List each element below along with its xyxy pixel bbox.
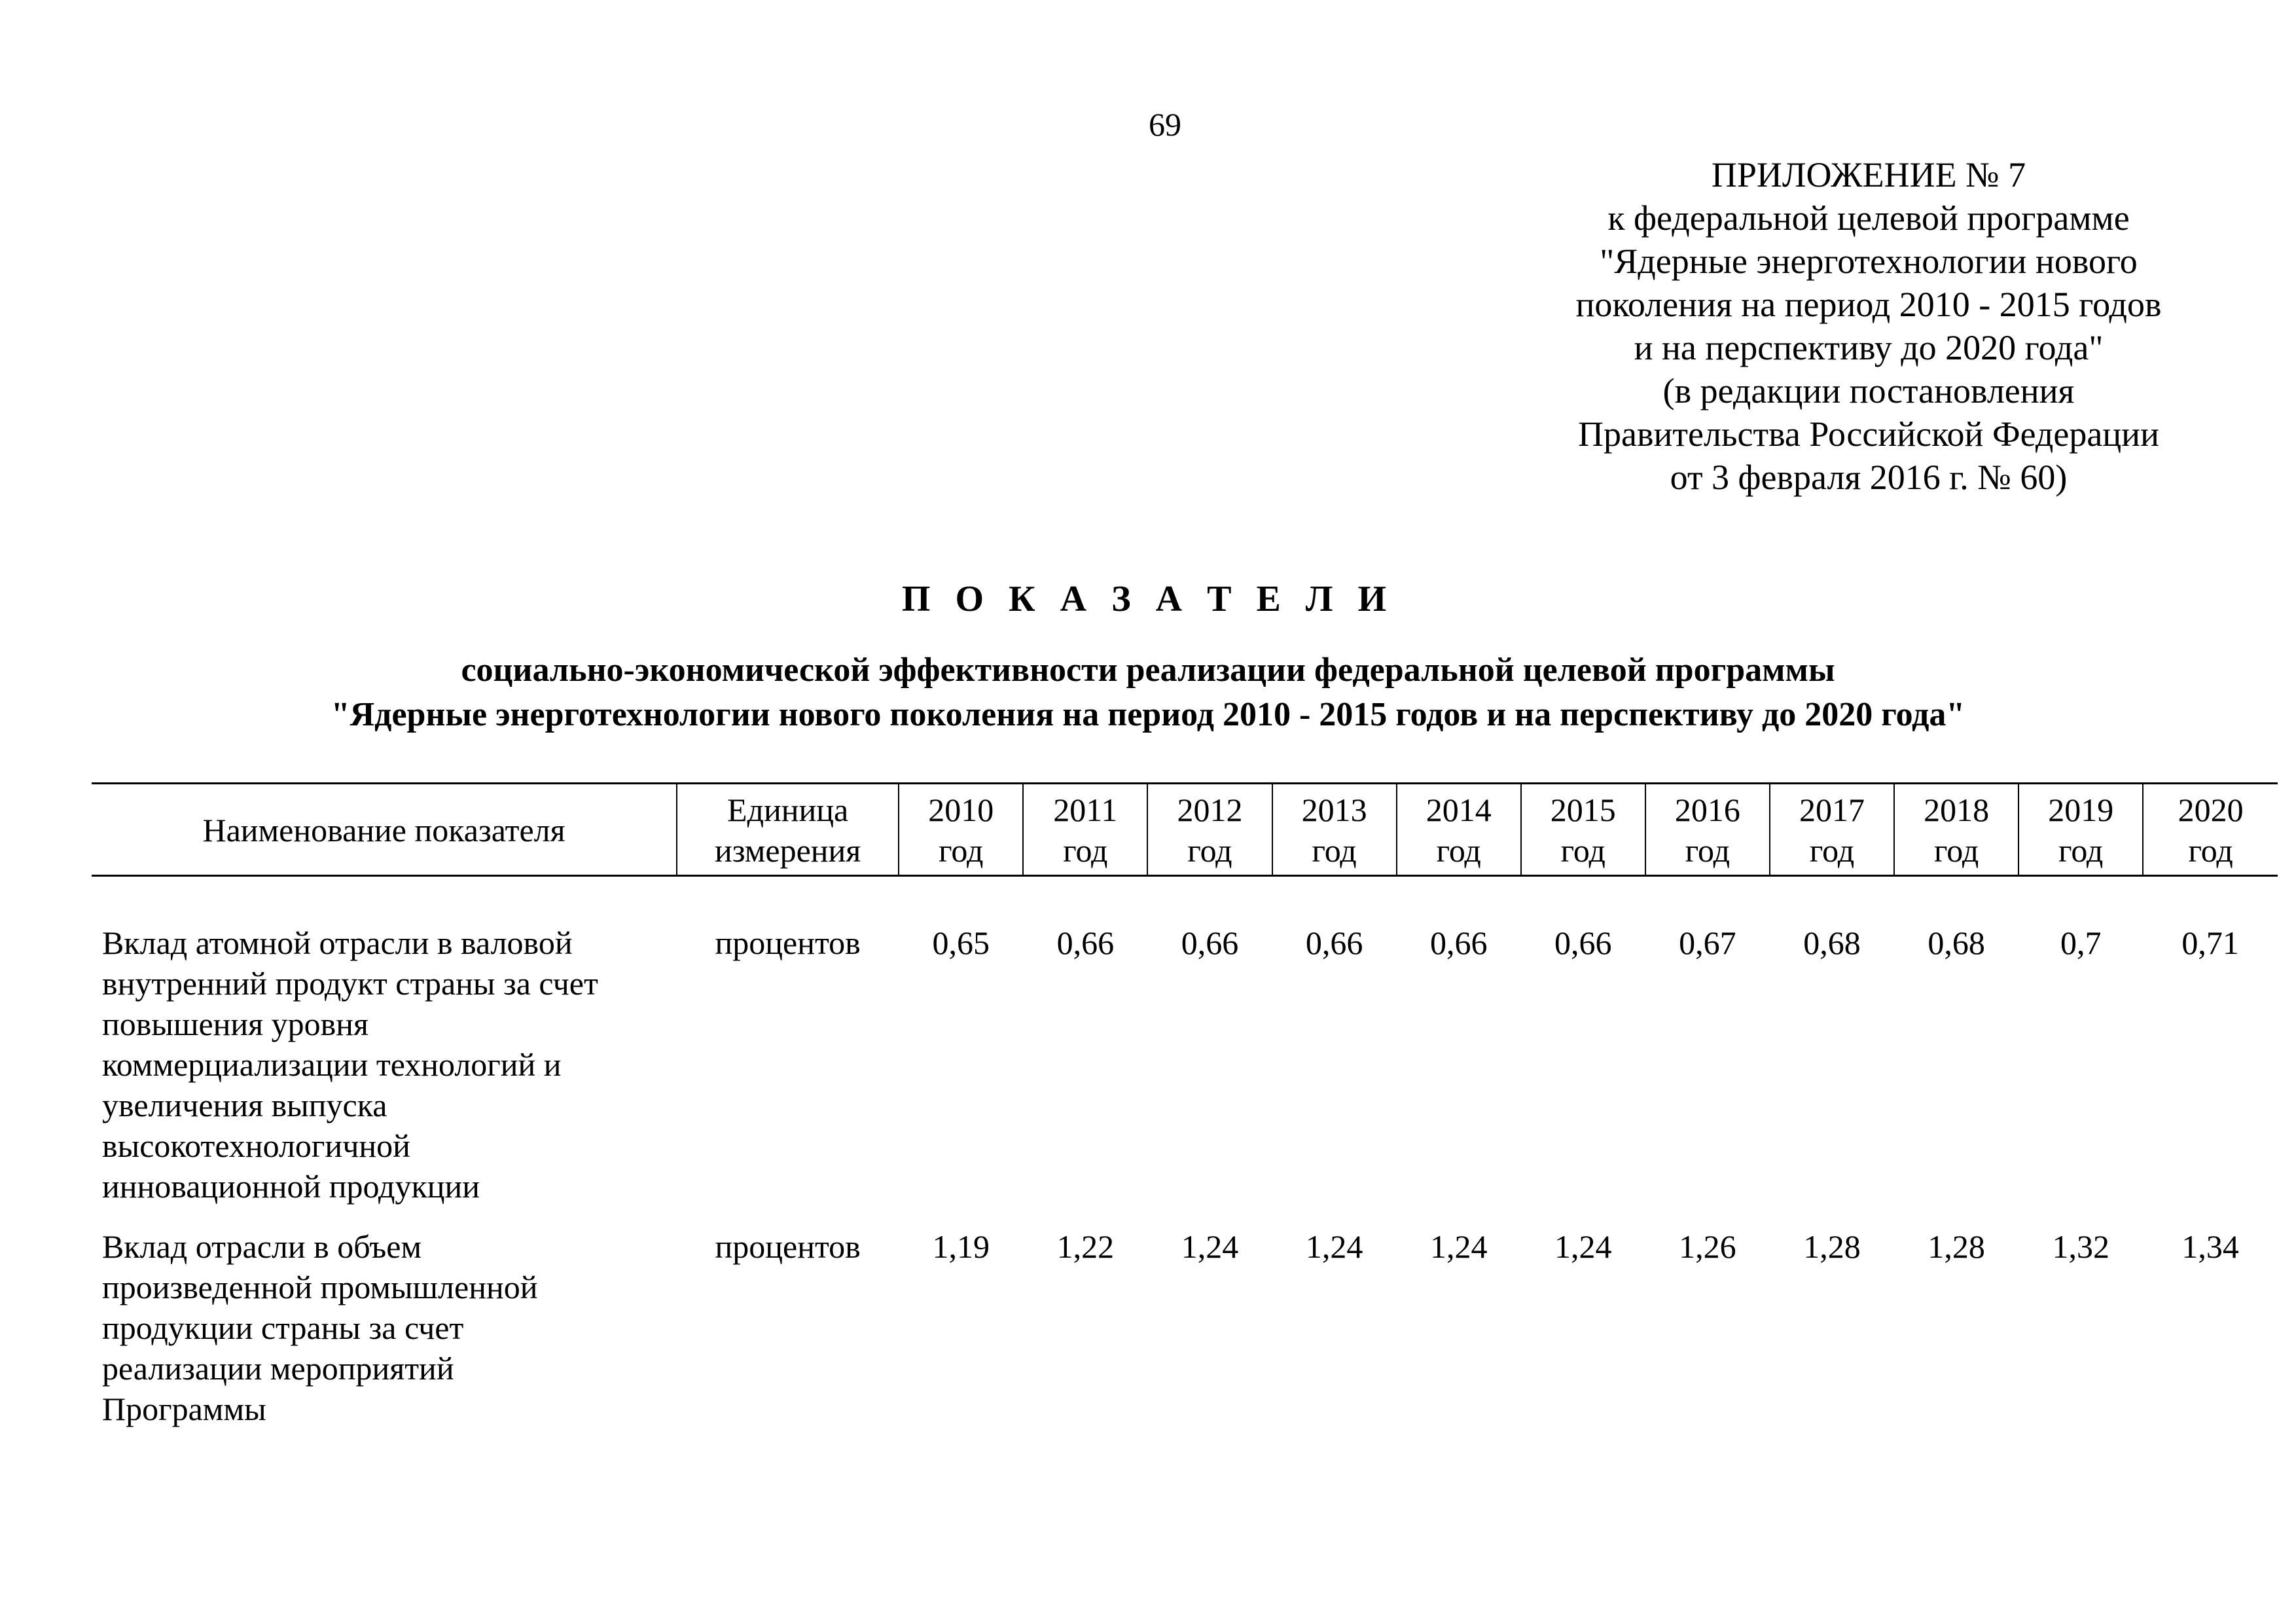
indicator-value: 1,24 (1429, 1228, 1488, 1265)
header-year-suffix: год (1063, 832, 1108, 869)
indicator-value: 1,34 (2181, 1228, 2239, 1265)
indicator-name-line: высокотехнологичной (102, 1127, 410, 1164)
header-year-value: 2017 (1799, 792, 1865, 828)
indicator-name-line: повышения уровня (102, 1006, 369, 1042)
header-year-suffix: год (939, 832, 984, 869)
appendix-line: к федеральной целевой программе (1607, 198, 2130, 238)
header-unit (677, 784, 899, 876)
header-year-value: 2012 (1177, 792, 1243, 828)
appendix-line: поколения на период 2010 - 2015 годов (1575, 285, 2162, 324)
indicator-name-line: коммерциализации технологий и (102, 1046, 562, 1083)
indicator-name-line: внутренний продукт страны за счет (102, 965, 598, 1002)
indicators-table-container (92, 782, 2278, 1429)
header-unit-line-1: Единица (727, 792, 849, 828)
table-header-row (92, 784, 2278, 876)
indicator-value: 0,67 (1679, 924, 1736, 961)
header-year (2143, 784, 2278, 876)
appendix-line: (в редакции постановления (1662, 371, 2075, 410)
header-year-value: 2019 (2048, 792, 2114, 828)
indicator-value: 1,19 (932, 1228, 990, 1265)
header-year-suffix: год (1312, 832, 1357, 869)
header-year (2018, 784, 2143, 876)
indicator-value: 0,66 (1056, 924, 1115, 961)
indicator-value: 0,7 (2060, 924, 2102, 961)
document-heading: П О К А З А Т Е Л И (901, 579, 1395, 619)
indicator-value: 1,32 (2052, 1228, 2109, 1265)
indicator-value: 1,28 (1803, 1228, 1861, 1265)
header-year (1645, 784, 1770, 876)
header-year-value: 2014 (1426, 792, 1492, 828)
indicator-unit: процентов (715, 924, 861, 961)
page-number: 69 (1149, 106, 1181, 143)
appendix-line: и на перспективу до 2020 года" (1634, 328, 2104, 367)
appendix-line: ПРИЛОЖЕНИЕ № 7 (1711, 155, 2026, 194)
header-year-suffix: год (1809, 832, 1855, 869)
indicators-table (92, 782, 2278, 1429)
header-year-value: 2016 (1674, 792, 1740, 828)
indicator-value: 0,66 (1305, 924, 1363, 961)
indicator-name-line: реализации мероприятий (102, 1350, 454, 1387)
indicator-value: 1,24 (1181, 1228, 1239, 1265)
appendix-line: от 3 февраля 2016 г. № 60) (1670, 458, 2068, 497)
header-year-value: 2013 (1301, 792, 1367, 828)
header-year-value: 2010 (928, 792, 994, 828)
indicator-name-line: Вклад атомной отрасли в валовой (102, 924, 573, 961)
indicator-name-line: Вклад отрасли в объем (102, 1228, 422, 1265)
indicator-value: 0,65 (932, 924, 990, 961)
indicator-value: 0,66 (1181, 924, 1239, 961)
header-unit-line-2: измерения (714, 832, 861, 869)
appendix-header (1433, 153, 2296, 499)
indicator-value: 0,68 (1803, 924, 1861, 961)
table-row (92, 1207, 2278, 1429)
header-year (1770, 784, 1894, 876)
indicator-value: 1,24 (1554, 1228, 1612, 1265)
document-subheading (0, 648, 2296, 737)
indicator-unit: процентов (715, 1228, 861, 1265)
header-year (1397, 784, 1521, 876)
appendix-line: "Ядерные энерготехнологии нового (1600, 242, 2138, 281)
header-year-suffix: год (1685, 832, 1731, 869)
header-year-value: 2015 (1550, 792, 1616, 828)
indicator-value: 0,68 (1928, 924, 1985, 961)
indicator-value: 0,71 (2181, 924, 2239, 961)
indicator-name (92, 1207, 677, 1429)
header-year (1894, 784, 2018, 876)
appendix-line: Правительства Российской Федерации (1578, 414, 2159, 454)
header-year-suffix: год (2058, 832, 2104, 869)
indicator-value: 0,66 (1429, 924, 1488, 961)
subheading-line-1: социально-экономической эффективности реализации федеральной целевой программы (461, 651, 1835, 689)
table-row (92, 876, 2278, 1207)
header-year (1147, 784, 1272, 876)
indicator-name-line: увеличения выпуска (102, 1087, 387, 1123)
indicator-name (92, 876, 677, 1207)
header-year-value: 2018 (1924, 792, 1990, 828)
indicator-name-line: продукции страны за счет (102, 1309, 464, 1346)
header-year (1272, 784, 1397, 876)
indicator-name-line: Программы (102, 1391, 266, 1427)
header-year (1521, 784, 1645, 876)
indicator-value: 1,28 (1928, 1228, 1985, 1265)
header-year-suffix: год (1560, 832, 1605, 869)
header-year (1023, 784, 1147, 876)
subheading-line-2: "Ядерные энерготехнологии нового поколения на период 2010 - 2015 годов и на перспективу до 2020 года" (331, 696, 1965, 733)
indicator-name-line: произведенной промышленной (102, 1269, 538, 1305)
indicator-value: 1,24 (1305, 1228, 1363, 1265)
header-year-suffix: год (1187, 832, 1232, 869)
header-year-suffix: год (1934, 832, 1979, 869)
indicator-name-line: инновационной продукции (102, 1168, 480, 1205)
indicator-value: 1,22 (1056, 1228, 1115, 1265)
indicator-value: 0,66 (1554, 924, 1612, 961)
header-year-suffix: год (2188, 832, 2233, 869)
header-name: Наименование показателя (92, 784, 677, 876)
header-year-suffix: год (1436, 832, 1481, 869)
indicator-value: 1,26 (1679, 1228, 1736, 1265)
header-year-value: 2020 (2178, 792, 2244, 828)
header-year (899, 784, 1023, 876)
header-year-value: 2011 (1053, 792, 1118, 828)
